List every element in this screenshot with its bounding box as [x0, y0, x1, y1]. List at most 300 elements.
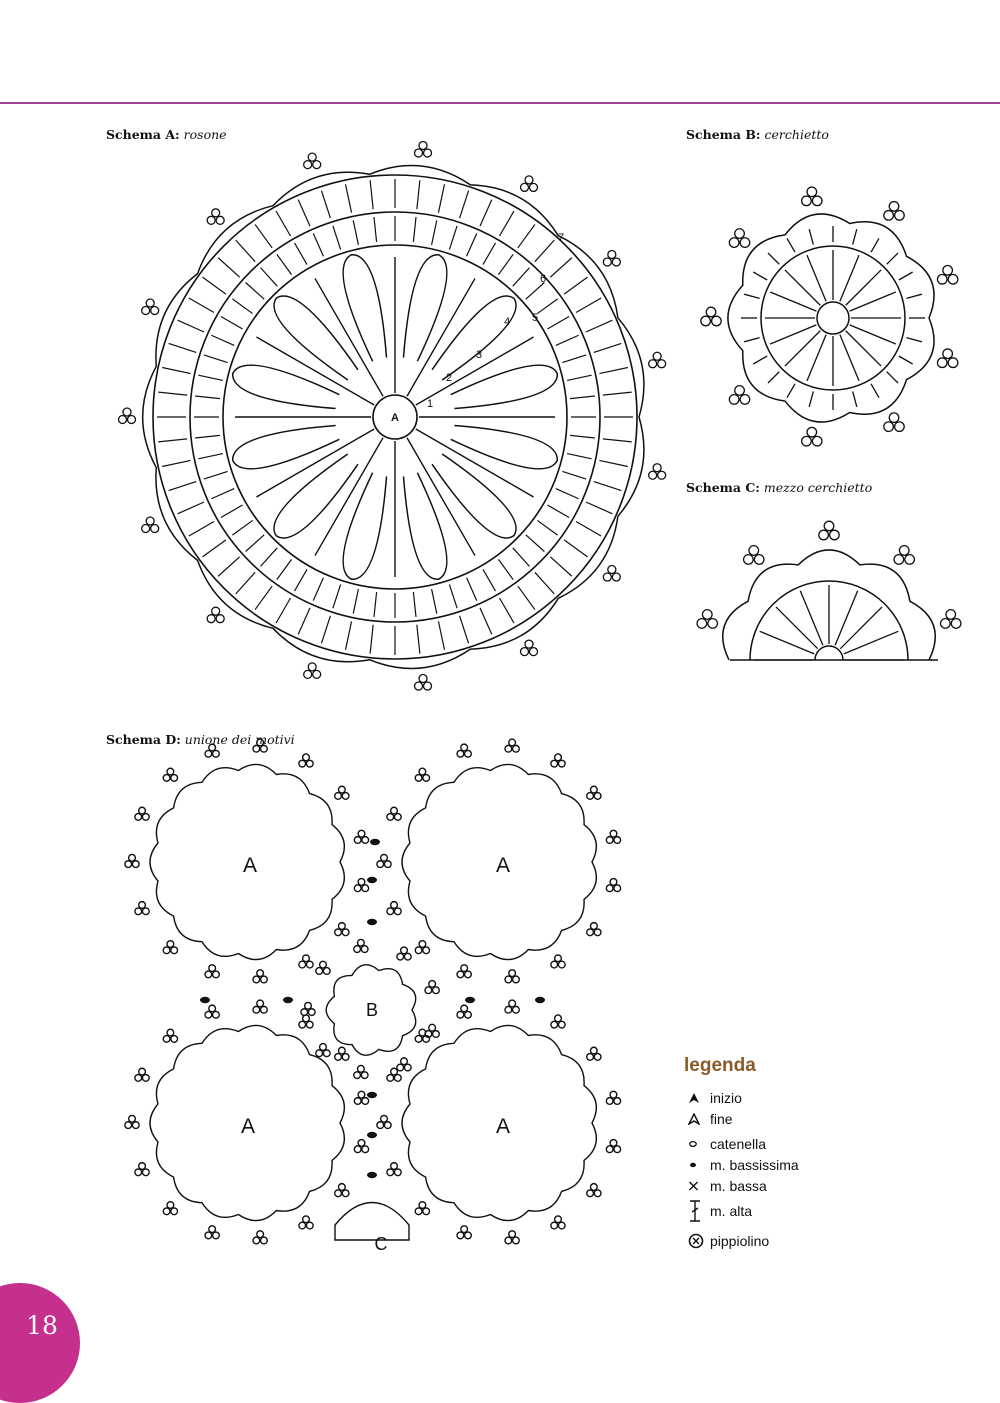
scheme-d-label: Schema D: [106, 732, 181, 747]
petal-loop [274, 296, 358, 380]
stitch-tick [562, 355, 586, 363]
motif-label-b: B [365, 1000, 379, 1020]
page-number-badge [0, 1283, 80, 1403]
stitch-tick [295, 243, 308, 265]
motif-picot [457, 1005, 471, 1018]
stitch-tick [158, 392, 187, 395]
stitch-tick [313, 578, 323, 601]
stitch-tick [298, 200, 310, 226]
row-number-5: 5 [532, 312, 539, 324]
stitch-tick [535, 240, 554, 262]
legend-item-inizio [684, 1087, 884, 1108]
outer-picot [744, 546, 764, 565]
outer-picot [415, 141, 432, 157]
stitch-tick [413, 592, 416, 617]
spoke-line [776, 607, 818, 649]
stitch-tick [277, 254, 292, 274]
stitch-tick [526, 283, 545, 300]
stitch-tick [787, 238, 795, 252]
petal-loop [274, 454, 358, 538]
stitch-tick [255, 586, 272, 609]
scheme-d-diagram [110, 750, 630, 1260]
stitch-tick [556, 489, 579, 499]
stitch-tick [218, 258, 240, 277]
stitch-tick [899, 356, 913, 364]
outer-picot [521, 640, 538, 656]
motif-picot [377, 854, 391, 867]
motif-picot [354, 1140, 368, 1153]
outer-picot [802, 427, 822, 446]
motif-label-a3: A [240, 1115, 256, 1138]
motif-picot [505, 1000, 519, 1013]
stitch-tick [413, 217, 416, 242]
stitch-tick [370, 180, 373, 209]
motif-picot [551, 754, 565, 767]
stitch-tick [333, 226, 341, 250]
petal-loop [233, 425, 340, 468]
motif-picot [205, 1005, 219, 1018]
stitch-tick [535, 572, 554, 594]
motif-picot [606, 1140, 620, 1153]
stitch-tick [564, 540, 587, 557]
motif-picot [135, 902, 149, 915]
motif-picot [135, 807, 149, 820]
joining-slip-stitch [200, 997, 210, 1003]
stitch-tick [246, 535, 265, 552]
motif-picot [551, 955, 565, 968]
stitch-tick [277, 559, 292, 579]
stitch-tick [809, 391, 813, 406]
stitch-tick [255, 224, 272, 247]
scheme-c-label: Schema C: [686, 480, 760, 495]
stitch-tick [586, 320, 612, 332]
stitch-tick [768, 253, 779, 264]
legend-item-pippiolino [684, 1226, 884, 1256]
stitch-tick [460, 616, 469, 644]
spoke-line [416, 429, 534, 497]
motif-picot [425, 981, 439, 994]
outer-picot [701, 307, 721, 326]
stitch-tick [276, 598, 291, 623]
stitch-tick [518, 586, 535, 609]
motif-picot [205, 965, 219, 978]
stitch-tick [498, 559, 513, 579]
start-arrow-icon [684, 1092, 710, 1104]
stitch-tick [162, 460, 190, 466]
spoke-line [315, 438, 383, 556]
joining-slip-stitch [283, 997, 293, 1003]
row-number-1: 1 [427, 398, 434, 410]
stitch-tick [498, 254, 513, 274]
outer-picot [884, 413, 904, 432]
stitch-tick [513, 548, 530, 567]
legend-label-bassissima: m. bassissima [710, 1156, 799, 1173]
stitch-tick [768, 372, 779, 383]
double-crochet-icon [684, 1199, 710, 1223]
motif-picot [135, 1163, 149, 1176]
motif-picot [354, 830, 368, 843]
motif-picot [299, 1216, 313, 1229]
stitch-tick [467, 578, 477, 601]
motif-picot [354, 879, 368, 892]
outer-picot [894, 546, 914, 565]
legend [684, 1055, 884, 1256]
scheme-c-diagram [668, 510, 988, 700]
stitch-tick [232, 299, 252, 314]
motif-picot [205, 1226, 219, 1239]
stitch-tick [198, 375, 222, 380]
scheme-a-start-mark: A [391, 412, 399, 424]
stitch-tick [204, 355, 228, 363]
stitch-tick [550, 557, 572, 576]
petal-loop [451, 365, 558, 408]
motif-picot [299, 754, 313, 767]
stitch-tick [449, 226, 457, 250]
stitch-tick [438, 184, 444, 212]
motif-picot [415, 1202, 429, 1215]
outer-picot [521, 176, 538, 192]
stitch-tick [202, 540, 225, 557]
row-number-3: 3 [476, 349, 483, 361]
top-rule [0, 102, 1000, 104]
motif-picot [253, 1000, 267, 1013]
stitch-tick [753, 272, 767, 280]
joining-slip-stitch [370, 839, 380, 845]
motif-picot [163, 1202, 177, 1215]
motif-picot [354, 939, 368, 952]
motif-picot [397, 947, 411, 960]
petal-loop [233, 365, 340, 408]
outer-picot [304, 663, 321, 679]
outer-picot [649, 464, 666, 480]
spoke-line [760, 631, 815, 654]
motif-picot [316, 1044, 330, 1057]
stitch-tick [518, 224, 535, 247]
motif-picot [163, 768, 177, 781]
legend-label-bassa: m. bassa [710, 1177, 767, 1194]
stitch-tick [599, 460, 627, 466]
outer-picot [415, 675, 432, 691]
stitch-tick [906, 294, 921, 298]
stitch-tick [346, 621, 352, 649]
motif-picot [125, 1115, 139, 1128]
slip-stitch-icon [684, 1159, 710, 1171]
stitch-tick [211, 489, 234, 499]
stitch-tick [576, 522, 601, 537]
stitch-tick [189, 522, 214, 537]
row-number-2: 2 [446, 372, 453, 384]
stitch-tick [537, 520, 557, 535]
motif-picot [354, 1091, 368, 1104]
stitch-tick [871, 384, 879, 398]
stitch-tick [211, 335, 234, 345]
stitch-tick [321, 191, 330, 219]
legend-item-bassissima [684, 1154, 884, 1175]
motif-picot [387, 1163, 401, 1176]
scheme-b-caption [686, 127, 829, 142]
stitch-tick [853, 391, 857, 406]
petal-loop [451, 425, 558, 468]
motif-picot [457, 1226, 471, 1239]
stitch-tick [261, 548, 278, 567]
motif-picot [335, 923, 349, 936]
petal-loop [343, 473, 386, 580]
legend-title: legenda [684, 1055, 756, 1076]
single-crochet-icon [684, 1180, 710, 1192]
motif-picot [354, 1065, 368, 1078]
stitch-tick [313, 233, 323, 256]
stitch-tick [432, 589, 437, 613]
outer-picot [649, 352, 666, 368]
motif-picot [163, 1029, 177, 1042]
stitch-tick [276, 211, 291, 236]
scheme-b-diagram [690, 175, 980, 450]
stitch-tick [370, 625, 373, 654]
outer-picot [119, 408, 136, 424]
stitch-tick [753, 356, 767, 364]
scheme-a-label: Schema A: [106, 127, 180, 142]
stitch-tick [483, 243, 496, 265]
petal-loop [403, 255, 446, 362]
scheme-d-caption [106, 732, 295, 747]
legend-item-fine [684, 1108, 884, 1129]
stitch-tick [594, 482, 622, 491]
motif-picot [299, 955, 313, 968]
stitch-tick [599, 368, 627, 374]
stitch-tick [570, 435, 595, 438]
end-arrow-icon [684, 1113, 710, 1125]
stitch-tick [195, 435, 220, 438]
motif-picot [606, 1091, 620, 1104]
stitch-tick [899, 272, 913, 280]
motif-picot [253, 970, 267, 983]
stitch-tick [295, 569, 308, 591]
motif-picot [415, 941, 429, 954]
motif-picot [587, 1184, 601, 1197]
stitch-tick [480, 200, 492, 226]
legend-label-pippiolino: pippiolino [710, 1233, 770, 1249]
joining-slip-stitch [367, 1092, 377, 1098]
motif-picot [387, 902, 401, 915]
stitch-tick [178, 502, 204, 514]
outer-picot [697, 610, 717, 629]
stitch-tick [547, 505, 569, 518]
petal-loop [403, 473, 446, 580]
scheme-b-label: Schema B: [686, 127, 761, 142]
stitch-tick [562, 471, 586, 479]
stitch-tick [449, 584, 457, 608]
stitch-tick [603, 439, 632, 442]
motif-picot [335, 1184, 349, 1197]
outer-picot [802, 187, 822, 206]
joining-slip-stitch [367, 1132, 377, 1138]
legend-item-alta [684, 1196, 884, 1226]
stitch-tick [513, 268, 530, 287]
outer-picot [304, 153, 321, 169]
outer-picot [729, 386, 749, 405]
scheme-a-name: rosone [183, 127, 227, 142]
legend-item-catenella [684, 1133, 884, 1154]
legend-label-alta: m. alta [710, 1203, 753, 1219]
spoke-line [315, 278, 383, 396]
scheme-c-caption [686, 480, 872, 495]
stitch-tick [483, 569, 496, 591]
motif-picot [505, 739, 519, 752]
spoke-line [844, 631, 899, 654]
stitch-tick [246, 283, 265, 300]
stitch-tick [261, 268, 278, 287]
spoke-line [407, 278, 475, 396]
spoke-line [407, 438, 475, 556]
motif-picot [551, 1015, 565, 1028]
outer-picot [729, 229, 749, 248]
stitch-tick [887, 372, 898, 383]
motif-picot [587, 1047, 601, 1060]
motif-picot [135, 1068, 149, 1081]
stitch-tick [809, 229, 813, 244]
motif-picot [163, 941, 177, 954]
row-number-6: 6 [540, 273, 547, 285]
spoke-line [416, 337, 534, 405]
stitch-tick [158, 439, 187, 442]
stitch-tick [417, 180, 420, 209]
motif-picot [335, 786, 349, 799]
motif-picot [125, 854, 139, 867]
motif-picot [606, 879, 620, 892]
outer-picot [941, 610, 961, 629]
stitch-tick [218, 557, 240, 576]
stitch-tick [204, 471, 228, 479]
stitch-tick [353, 220, 358, 244]
motif-c-bottom [335, 1203, 409, 1241]
outer-picot [937, 265, 957, 284]
row-number-4: 4 [504, 316, 511, 328]
outer-picot [603, 250, 620, 266]
outer-picot [884, 202, 904, 221]
stitch-tick [567, 454, 591, 459]
motif-picot [377, 1115, 391, 1128]
legend-item-bassa [684, 1175, 884, 1196]
scheme-a-diagram [100, 125, 690, 705]
stitch-tick [556, 335, 579, 345]
legend-label-inizio: inizio [710, 1089, 742, 1106]
stitch-tick [576, 298, 601, 313]
stitch-tick [853, 229, 857, 244]
joining-slip-stitch [465, 997, 475, 1003]
stitch-tick [333, 584, 341, 608]
petal-loop [343, 255, 386, 362]
stitch-tick [537, 299, 557, 314]
joining-slip-stitch [367, 919, 377, 925]
stitch-tick [236, 240, 255, 262]
stitch-tick [221, 505, 243, 518]
motif-picot [587, 786, 601, 799]
stitch-tick [189, 298, 214, 313]
stitch-tick [232, 520, 252, 535]
motif-picot [415, 768, 429, 781]
stitch-tick [744, 294, 759, 298]
stitch-tick [438, 621, 444, 649]
stitch-tick [221, 317, 243, 330]
stitch-tick [871, 238, 879, 252]
motif-picot [587, 923, 601, 936]
stitch-tick [198, 454, 222, 459]
motif-label-a2: A [495, 854, 511, 877]
motif-picot [316, 961, 330, 974]
motif-picot [505, 1231, 519, 1244]
stitch-tick [887, 253, 898, 264]
chain-icon [684, 1138, 710, 1150]
page-number: 18 [26, 1311, 58, 1340]
petal-loop [432, 454, 516, 538]
scheme-c-name: mezzo cerchietto [763, 480, 873, 495]
outer-picot [207, 607, 224, 623]
stitch-tick [417, 625, 420, 654]
stitch-tick [169, 343, 197, 352]
stitch-tick [500, 598, 515, 623]
spoke-line [835, 591, 858, 646]
joining-slip-stitch [367, 1172, 377, 1178]
motif-picot [505, 970, 519, 983]
outer-picot [819, 521, 839, 540]
stitch-tick [550, 258, 572, 277]
stitch-tick [567, 375, 591, 380]
joining-slip-stitch [535, 997, 545, 1003]
outer-picot [142, 517, 159, 533]
stitch-tick [467, 233, 477, 256]
spoke-line [840, 607, 882, 649]
stitch-tick [460, 191, 469, 219]
motif-picot [551, 1216, 565, 1229]
motif-label-a1: A [242, 854, 258, 877]
stitch-tick [236, 572, 255, 594]
outer-picot [603, 566, 620, 582]
motif-picot [301, 1002, 315, 1015]
outer-picot [207, 209, 224, 225]
spoke-line [256, 429, 374, 497]
stitch-tick [374, 592, 377, 617]
row-number-7: 7 [558, 232, 565, 244]
outer-picot [937, 349, 957, 368]
stitch-tick [298, 608, 310, 634]
motif-picot [299, 1015, 313, 1028]
stitch-tick [500, 211, 515, 236]
stitch-tick [202, 277, 225, 294]
spoke-line [256, 337, 374, 405]
stitch-tick [432, 220, 437, 244]
motif-picot [253, 1231, 267, 1244]
petal-loop [432, 296, 516, 380]
stitch-tick [547, 317, 569, 330]
joining-slip-stitch [367, 877, 377, 883]
outer-scallop [728, 214, 934, 422]
stitch-tick [169, 482, 197, 491]
stitch-tick [346, 184, 352, 212]
stitch-tick [526, 535, 545, 552]
stitch-tick [564, 277, 587, 294]
motif-label-a4: A [495, 1115, 511, 1138]
picot-icon [684, 1233, 710, 1249]
spoke-line [800, 591, 823, 646]
stitch-tick [586, 502, 612, 514]
motif-picot [606, 830, 620, 843]
stitch-tick [480, 608, 492, 634]
stitch-tick [353, 589, 358, 613]
motif-picot [397, 1058, 411, 1071]
motif-picot [387, 807, 401, 820]
scheme-b-name: cerchietto [764, 127, 829, 142]
stitch-tick [787, 384, 795, 398]
